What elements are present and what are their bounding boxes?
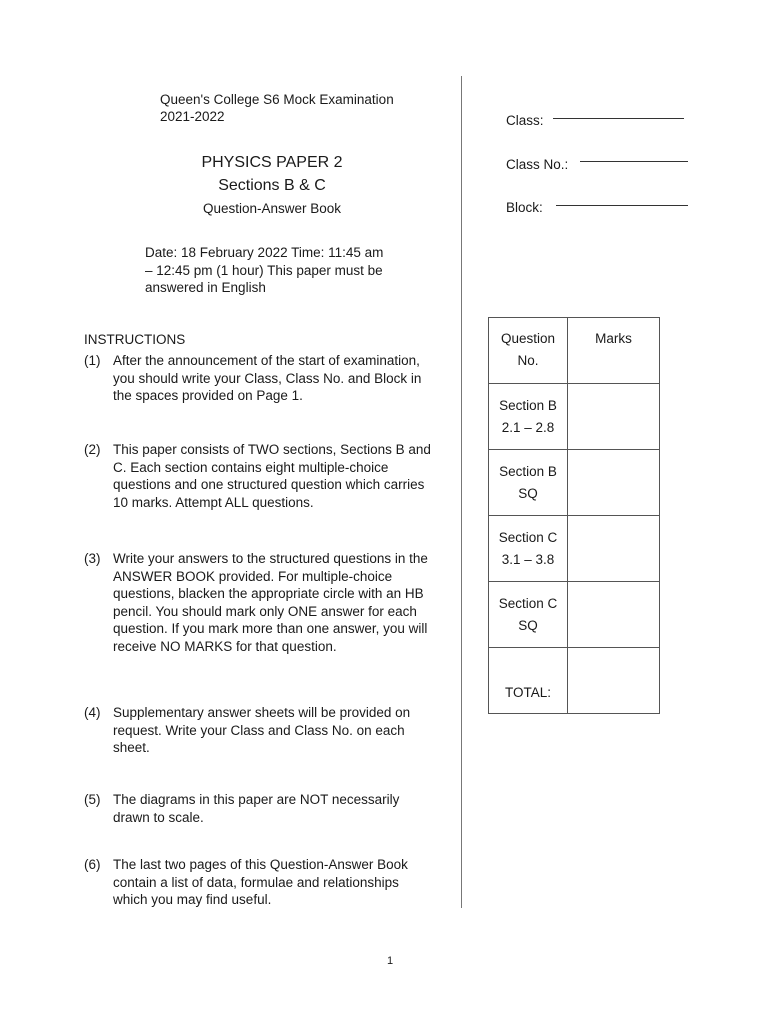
- instruction-number: (1): [84, 353, 101, 368]
- page-number: 1: [386, 955, 394, 967]
- class-no-label: Class No.:: [506, 157, 569, 172]
- instruction-number: (3): [84, 551, 101, 566]
- table-header-row: [489, 318, 660, 384]
- class-label: Class:: [506, 113, 544, 128]
- block-label: Block:: [506, 200, 543, 215]
- instruction-line: contain a list of data, formulae and relationships: [113, 874, 399, 890]
- instruction-line: questions and one structured question which carries: [113, 477, 425, 492]
- table-row: [489, 516, 660, 582]
- instruction-line: sheet.: [113, 740, 150, 755]
- instruction-number: (5): [84, 792, 101, 807]
- question-cell: [489, 582, 568, 648]
- block-field-line[interactable]: [556, 205, 688, 206]
- table-row: [489, 384, 660, 450]
- instruction-item: [84, 791, 454, 827]
- instruction-line: ANSWER BOOK provided. For multiple-choice: [113, 568, 393, 584]
- date-line: – 12:45 pm (1 hour) This paper must be: [145, 262, 383, 278]
- question-cell: [489, 384, 568, 450]
- instruction-line: This paper consists of TWO sections, Sections B and: [113, 442, 431, 457]
- column-divider: [461, 76, 462, 908]
- instruction-item: [84, 704, 454, 758]
- school-line: Queen's College S6 Mock Examination: [160, 92, 394, 107]
- instruction-line: Write your answers to the structured questions in the: [113, 551, 428, 566]
- date-time-note: [145, 244, 415, 297]
- instruction-text: [113, 791, 451, 826]
- marks-cell[interactable]: [568, 582, 660, 648]
- year-line: 2021-2022: [160, 109, 225, 124]
- instruction-line: drawn to scale.: [113, 809, 204, 825]
- instruction-item: [84, 352, 454, 406]
- book-type: Question-Answer Book: [202, 201, 342, 216]
- total-marks-cell[interactable]: [568, 648, 660, 714]
- instruction-text: [113, 856, 451, 909]
- instruction-line: After the announcement of the start of examination,: [113, 353, 420, 368]
- marks-table: [488, 317, 660, 714]
- class-field-line[interactable]: [553, 118, 684, 119]
- table-row: [489, 582, 660, 648]
- sections-subtitle: Sections B & C: [218, 177, 326, 194]
- instruction-item: [84, 441, 454, 513]
- instruction-line: request. Write your Class and Class No. on each: [113, 722, 405, 738]
- instruction-line: question. If you mark more than one answer, you will: [113, 621, 428, 636]
- marks-cell[interactable]: [568, 384, 660, 450]
- cell-line: Section B: [499, 397, 557, 413]
- instruction-line: The diagrams in this paper are NOT necessarily: [113, 792, 400, 807]
- instruction-line: 10 marks. Attempt ALL questions.: [113, 494, 314, 510]
- cell-line: 3.1 – 3.8: [501, 551, 555, 567]
- header-line: No.: [517, 353, 539, 368]
- instruction-line: receive NO MARKS for that question.: [113, 638, 337, 654]
- question-cell: [489, 516, 568, 582]
- instruction-item: [84, 856, 454, 910]
- instruction-line: you should write your Class, Class No. and Block in: [113, 370, 422, 386]
- date-line: Date: 18 February 2022 Time: 11:45 am: [145, 245, 384, 260]
- header-line: Question: [500, 331, 556, 346]
- instruction-line: the spaces provided on Page 1.: [113, 388, 303, 403]
- instruction-text: [113, 704, 451, 757]
- instruction-line: C. Each section contains eight multiple-choice: [113, 459, 389, 475]
- instruction-line: Supplementary answer sheets will be provided on: [113, 705, 411, 720]
- instruction-text: [113, 441, 451, 511]
- cell-line: Section C: [498, 529, 558, 545]
- cell-line: 2.1 – 2.8: [501, 419, 555, 435]
- question-no-header: [489, 318, 568, 384]
- instruction-line: The last two pages of this Question-Answer Book: [113, 857, 408, 872]
- cell-line: SQ: [518, 617, 538, 633]
- total-row: [489, 648, 660, 714]
- instruction-text: [113, 550, 451, 655]
- marks-header: Marks: [568, 318, 660, 384]
- instructions-heading: INSTRUCTIONS: [84, 332, 186, 347]
- instruction-number: (6): [84, 857, 101, 872]
- instruction-number: (4): [84, 705, 101, 720]
- instruction-text: [113, 352, 451, 405]
- school-heading: [160, 91, 394, 125]
- instruction-item: [84, 550, 454, 656]
- cell-line: Section B: [499, 463, 557, 479]
- table-row: [489, 450, 660, 516]
- instruction-line: questions, blacken the appropriate circle with an HB: [113, 586, 424, 601]
- instruction-line: pencil. You should mark only ONE answer for each: [113, 603, 417, 619]
- marks-cell[interactable]: [568, 450, 660, 516]
- instruction-line: which you may find useful.: [113, 892, 272, 907]
- cell-line: SQ: [518, 485, 538, 501]
- question-cell: [489, 450, 568, 516]
- class-no-field-line[interactable]: [580, 161, 688, 162]
- paper-title: PHYSICS PAPER 2: [201, 154, 343, 171]
- date-line: answered in English: [145, 280, 266, 295]
- marks-cell[interactable]: [568, 516, 660, 582]
- instruction-number: (2): [84, 442, 101, 457]
- cell-line: Section C: [498, 595, 558, 611]
- total-label: TOTAL:: [489, 648, 568, 714]
